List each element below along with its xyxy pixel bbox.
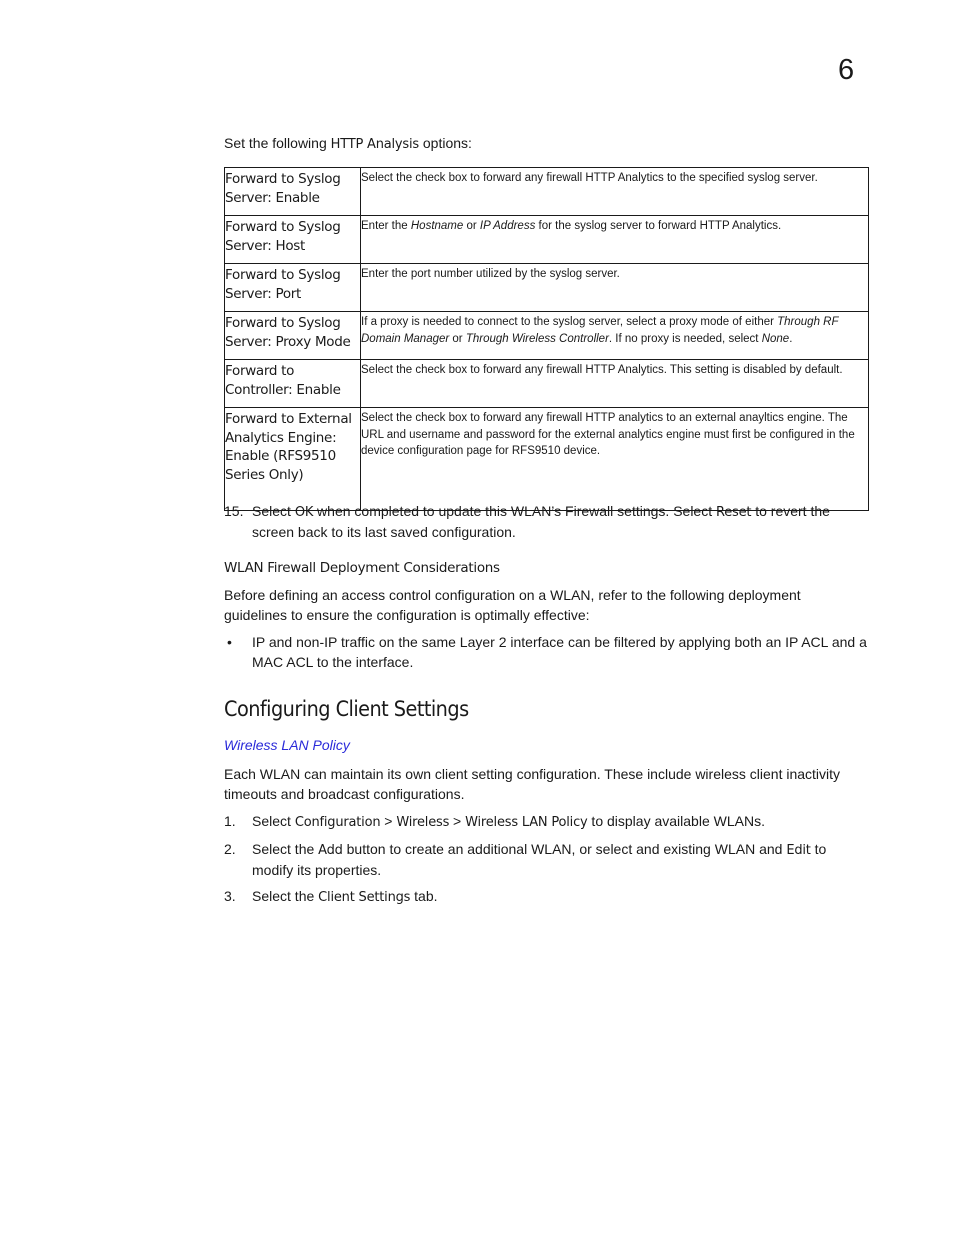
desc-text: for the syslog server to forward HTTP Analytics.: [535, 220, 782, 232]
option-description: Select the check box to forward any firewall HTTP Analytics. This setting is disabled by default.: [361, 360, 869, 408]
table-row: [225, 312, 869, 360]
step-text: [252, 840, 869, 880]
desc-text: or: [463, 220, 480, 232]
edit-label: Edit: [786, 843, 811, 858]
table-row: [225, 408, 869, 511]
desc-text: If a proxy is needed to connect to the syslog server, select a proxy mode of either: [361, 316, 778, 328]
option-name: Forward to Syslog Server: Enable: [225, 168, 361, 216]
step-text-part: when completed to update this WLAN’s Firewall settings. Select: [313, 503, 716, 519]
desc-text: Enter the: [361, 220, 411, 232]
desc-italic: None: [761, 332, 790, 345]
table-row: [225, 216, 869, 264]
desc-text: or: [449, 332, 466, 345]
step-number: 15.: [224, 503, 244, 519]
bullet-dot: •: [227, 634, 232, 650]
step-text: [252, 812, 869, 833]
client-settings-label: Client Settings: [318, 890, 411, 905]
desc-italic: IP Address: [479, 220, 536, 232]
table-row: [225, 360, 869, 408]
desc-italic: Through Wireless Controller: [465, 332, 609, 345]
reset-label: Reset: [716, 505, 752, 520]
option-description: [361, 216, 869, 264]
step-text-part: to revert the screen back to its last saved configuration.: [252, 503, 830, 540]
option-description: Enter the port number utilized by the syslog server.: [361, 264, 869, 312]
step-3: [224, 887, 869, 908]
step-number: 3.: [224, 888, 236, 904]
table-row: [225, 168, 869, 216]
step-text-part: Select the: [252, 841, 319, 857]
considerations-paragraph: Before defining an access control configuration on a WLAN, refer to the following deployment guidelines to ensure the configuration is optimally effective:: [224, 587, 801, 623]
desc-italic: Through RF Domain Manager: [361, 316, 839, 345]
separator: >: [380, 813, 397, 829]
section-paragraph: Each WLAN can maintain its own client setting configuration. These include wireless client inactivity timeouts and broadcast configurations.: [224, 766, 841, 802]
intro-suffix: options:: [419, 135, 472, 151]
step-text: [252, 502, 869, 542]
configuration-label: Configuration: [294, 815, 381, 830]
intro-bold: HTTP Analysis: [330, 137, 419, 152]
step-text-part: to display available WLANs.: [587, 813, 765, 829]
step-text-part: Select: [252, 503, 295, 519]
bullet-text: IP and non-IP traffic on the same Layer 2 interface can be filtered by applying both an IP ACL and a MAC ACL to the interface.: [252, 634, 867, 670]
step-number: 2.: [224, 841, 236, 857]
table-row: [225, 264, 869, 312]
step-2: [224, 840, 869, 880]
desc-text: . If no proxy is needed, select: [608, 332, 762, 345]
desc-text: .: [789, 332, 793, 345]
bullet-item: [224, 633, 869, 672]
intro-prefix: Set the following: [224, 135, 331, 151]
step-15: [224, 502, 869, 542]
add-label: Add: [318, 843, 343, 858]
ok-label: OK: [294, 505, 314, 520]
http-analysis-options-table: [224, 167, 869, 511]
step-text-part: tab.: [410, 888, 438, 904]
option-name: Forward to External Analytics Engine: Enable (RFS9510 Series Only): [225, 408, 361, 511]
separator: >: [449, 813, 466, 829]
option-description: Select the check box to forward any firewall HTTP analytics to an external anayltics engine. The URL and username and password for the external analytics engine must first be configured in the device configuration page for RFS9510 device.: [361, 408, 869, 511]
step-text: [252, 887, 869, 908]
wireless-lan-policy-link[interactable]: Wireless LAN Policy: [224, 737, 350, 753]
section-title: Configuring Client Settings: [224, 697, 469, 721]
step-text-part: to modify its properties.: [252, 841, 827, 878]
option-description: [361, 312, 869, 360]
subheading: WLAN Firewall Deployment Considerations: [224, 560, 500, 576]
wireless-label: Wireless: [396, 815, 450, 830]
option-name: Forward to Syslog Server: Host: [225, 216, 361, 264]
step-text-part: Select the: [252, 888, 319, 904]
step-1: [224, 812, 869, 833]
option-name: Forward to Syslog Server: Port: [225, 264, 361, 312]
option-name: Forward to Syslog Server: Proxy Mode: [225, 312, 361, 360]
step-text-part: Select: [252, 813, 295, 829]
desc-italic: Hostname: [410, 220, 464, 232]
option-name: Forward to Controller: Enable: [225, 360, 361, 408]
chapter-number: 6: [838, 54, 855, 86]
intro-sentence: [224, 135, 472, 152]
option-description: Select the check box to forward any firewall HTTP Analytics to the specified syslog server.: [361, 168, 869, 216]
step-number: 1.: [224, 813, 236, 829]
step-text-part: button to create an additional WLAN, or select and existing WLAN and: [342, 841, 787, 857]
wireless-lan-policy-label: Wireless LAN Policy: [465, 815, 588, 830]
